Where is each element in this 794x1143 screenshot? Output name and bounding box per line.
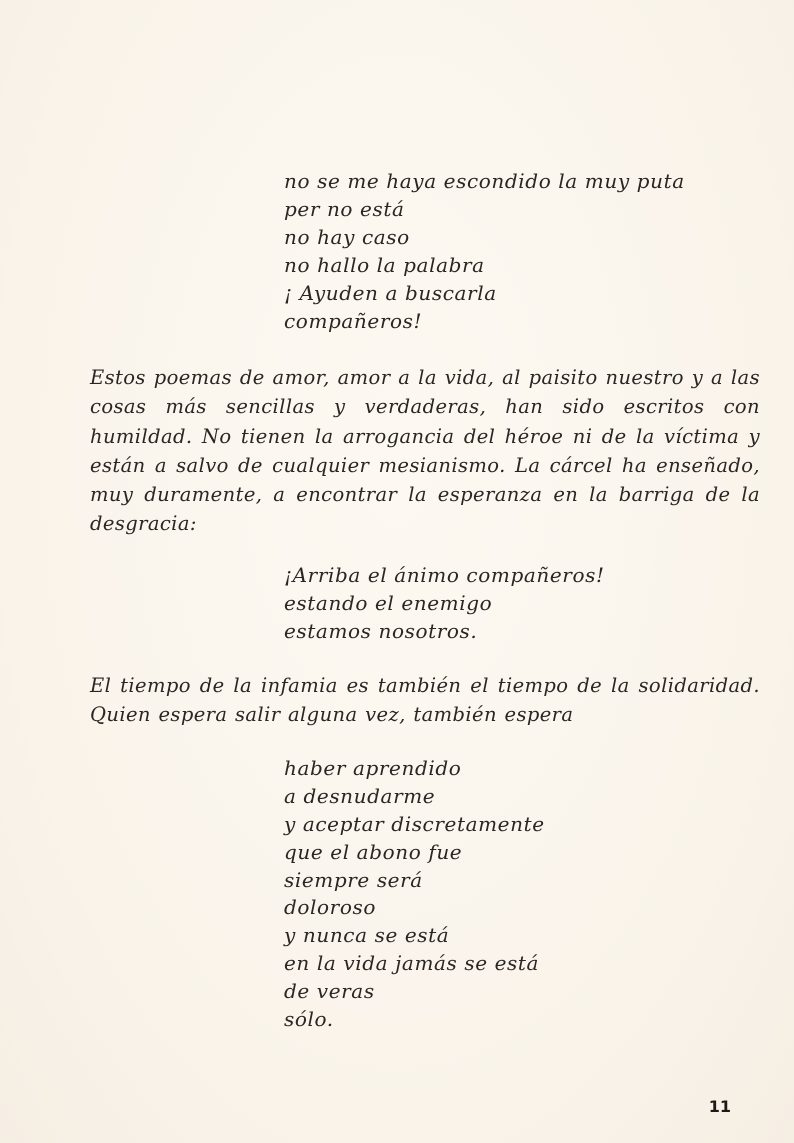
- verse-line: per no está: [284, 197, 405, 221]
- verse-line: sólo.: [284, 1007, 334, 1032]
- poem-stanza-3: [284, 755, 545, 1034]
- verse-line: no se me haya escondido la muy puta: [284, 169, 685, 193]
- verse-line: haber aprendido: [284, 756, 462, 780]
- verse-line: estamos nosotros.: [284, 619, 478, 643]
- verse-line: estando el enemigo: [284, 591, 493, 615]
- verse-line: de veras: [284, 979, 375, 1004]
- prose-paragraph-2: El tiempo de la infamia es también el tiempo de la solidaridad. Quien espera salir alguna vez, también espera: [90, 674, 760, 727]
- verse-line: siempre será: [284, 867, 423, 892]
- verse-line: doloroso: [284, 895, 376, 920]
- verse-line: en la vida jamás se está: [284, 951, 540, 976]
- verse-line: no hallo la palabra: [284, 253, 485, 277]
- verse-line: a desnudarme: [284, 783, 436, 808]
- poem-stanza-2: [284, 561, 605, 645]
- verse-line: ¡Arriba el ánimo compañeros!: [284, 563, 605, 587]
- verse-line: no hay caso: [284, 225, 410, 249]
- verse-line: y nunca se está: [284, 923, 450, 948]
- page-number: 11: [708, 1097, 731, 1116]
- prose-paragraph-1: Estos poemas de amor, amor a la vida, al paisito nuestro y a las cosas más sencillas y verdaderas, han sido escritos con humildad. No tienen la arrogancia del héroe ni de la víctima y están a salvo de cualquier mesianismo. La cárcel ha enseñado, muy duramente, a encontrar la esperanza en la barriga de la desgracia:: [90, 366, 760, 536]
- poem-stanza-1: [284, 167, 685, 335]
- verse-line: que el abono fue: [284, 839, 463, 864]
- verse-line: y aceptar discretamente: [284, 811, 545, 836]
- verse-line: compañeros!: [284, 309, 423, 333]
- verse-line: ¡ Ayuden a buscarla: [284, 281, 497, 305]
